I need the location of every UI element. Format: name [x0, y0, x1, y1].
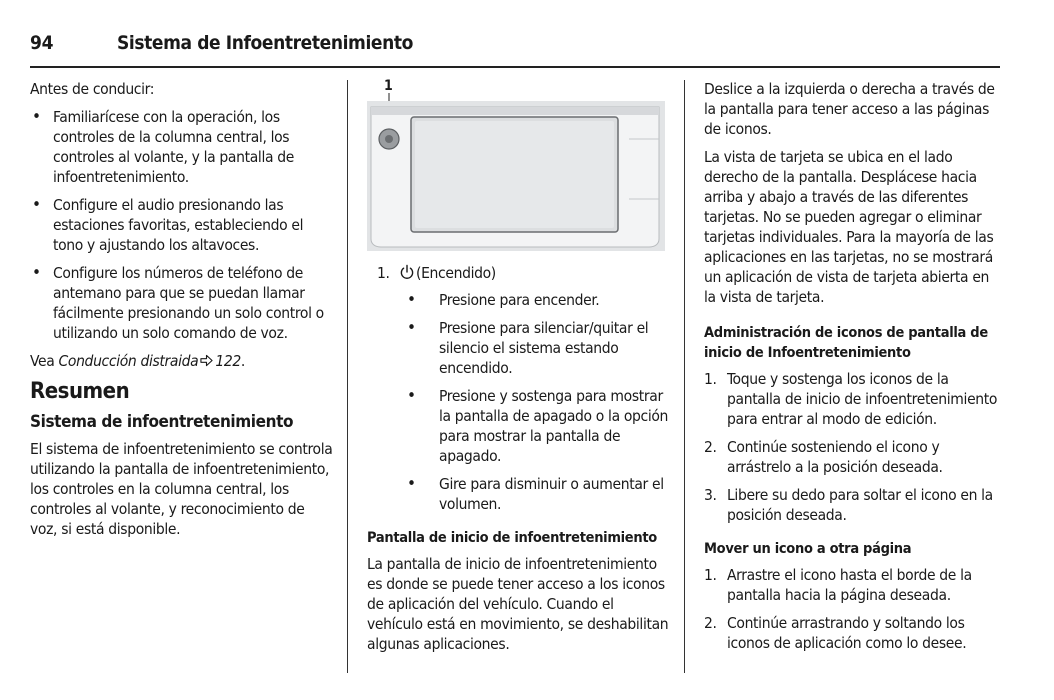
heading-move-icon: Mover un icono a otra página [704, 541, 912, 557]
list-item [704, 437, 1004, 477]
step-text: Libere su dedo para soltar el icono en la posición deseada. [727, 486, 993, 524]
arrow-right-icon [200, 354, 213, 367]
icon-management-steps [704, 369, 1004, 525]
step-text: Continúe arrastrando y soltando los iconos de aplicación como lo desee. [727, 614, 967, 652]
page-number: 94 [30, 32, 54, 54]
see-reference [30, 351, 335, 371]
reference-link[interactable]: Conducción distraida [58, 352, 199, 370]
list-item [704, 369, 1004, 429]
swipe-paragraph: Deslice a la izquierda o derecha a través de la pantalla para tener acceso a las páginas de iconos. [704, 80, 995, 138]
column-1 [30, 79, 335, 547]
list-item: • Configure el audio presionando las estaciones favoritas, estableciendo el tono y ajustando los altavoces. [30, 195, 335, 255]
reference-page[interactable]: 122 [215, 352, 241, 370]
list-item [704, 485, 1004, 525]
column-2 [367, 79, 672, 662]
step-number: 2. [704, 614, 717, 632]
power-label: (Encendido) [416, 264, 496, 282]
list-item: • Presione para encender. [377, 290, 672, 310]
move-icon-steps [704, 565, 1004, 653]
column-3 [704, 79, 1004, 661]
home-screen-paragraph: La pantalla de inicio de infoentretenimiento es donde se puede tener acceso a los iconos de aplicación del vehículo. Cuando el vehículo está en movimiento, se deshabilitan algunas aplicaciones. [367, 555, 669, 653]
infotainment-display-illustration [367, 79, 665, 251]
step-text: Arrastre el icono hasta el borde de la pantalla hacia la página deseada. [727, 566, 972, 604]
power-icon [399, 264, 415, 280]
intro-text: Antes de conducir: [30, 80, 155, 98]
heading-home-screen: Pantalla de inicio de infoentretenimiento [367, 530, 657, 546]
list-item: • Presione y sostenga para mostrar la pantalla de apagado o la opción para mostrar la pantalla de apagado. [377, 386, 672, 466]
step-text: Continúe sosteniendo el icono y arrástrelo a la posición deseada. [727, 438, 943, 476]
step-text: Toque y sostenga los iconos de la pantalla de inicio de infoentretenimiento para entrar al modo de edición. [727, 370, 998, 428]
figure-callout: 1 [384, 78, 393, 94]
list-item: • Configure los números de teléfono de antemano para que se puedan llamar fácilmente presionando un solo control o utilizando un solo comando de voz. [30, 263, 335, 343]
subheading-infotainment: Sistema de infoentretenimiento [30, 412, 294, 432]
column-divider-2 [684, 80, 685, 673]
heading-resumen: Resumen [30, 379, 130, 404]
heading-icon-management: Administración de iconos de pantalla de inicio de Infoentretenimiento [704, 325, 988, 361]
page-header [30, 30, 1000, 68]
list-item [704, 565, 1004, 605]
step-number: 1. [704, 566, 717, 584]
section-title: Sistema de Infoentretenimiento [117, 32, 414, 54]
see-suffix: . [240, 352, 245, 370]
list-item: • Presione para silenciar/quitar el silencio el sistema estando encendido. [377, 318, 672, 378]
step-number: 3. [704, 486, 717, 504]
overview-paragraph: El sistema de infoentretenimiento se controla utilizando la pantalla de infoentretenimiento, los controles en la columna central, los controles al volante, y reconocimiento de voz, si está disponible. [30, 440, 333, 538]
card-view-paragraph: La vista de tarjeta se ubica en el lado derecho de la pantalla. Desplácese hacia arriba y abajo a través de las diferentes tarjetas. No se pueden agregar o eliminar tarjetas individuales. Para la mayoría de las aplicaciones en las tarjetas, no se mostrará un aplicación de vista de tarjeta abierta en la vista de tarjeta. [704, 148, 994, 306]
before-driving-list [30, 107, 335, 343]
column-divider-1 [347, 80, 348, 673]
list-item: • Familiarícese con la operación, los controles de la columna central, los controles al volante, y la pantalla de infoentretenimiento. [30, 107, 335, 187]
item-number: 1. [377, 264, 390, 282]
list-item: • Gire para disminuir o aumentar el volumen. [377, 474, 672, 514]
list-item [704, 613, 1004, 653]
infotainment-figure [367, 79, 665, 251]
power-actions-list [377, 290, 672, 514]
see-prefix: Vea [30, 352, 59, 370]
control-item-power [367, 263, 672, 514]
step-number: 2. [704, 438, 717, 456]
step-number: 1. [704, 370, 717, 388]
